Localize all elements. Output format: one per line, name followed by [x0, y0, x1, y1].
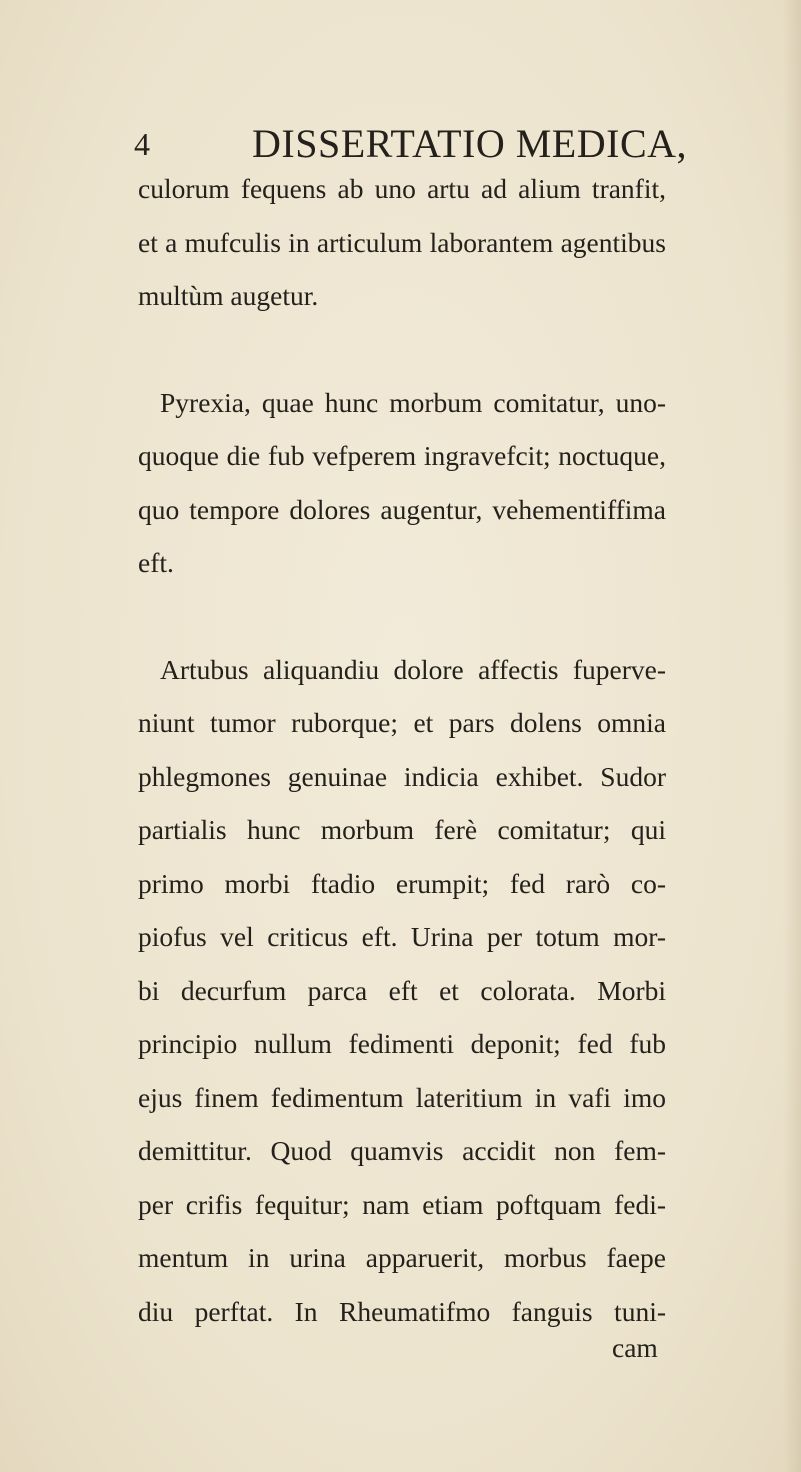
text-line: et a mufculis in articulum laborantem agentibus: [138, 226, 666, 258]
text-line: diu perftat. In Rheumatifmo fanguis tuni-: [138, 1295, 666, 1327]
page-edge-shadow: [783, 0, 801, 1472]
text-line: ejus finem fedimentum lateritium in vafi imo: [138, 1081, 666, 1113]
text-line: culorum fequens ab uno artu ad alium tranfit,: [138, 173, 666, 204]
text-line: piofus vel criticus eft. Urina per totum mor-: [138, 921, 666, 952]
text-line: per crifis fequitur; nam etiam poftquam fedi-: [138, 1188, 666, 1220]
text-line: mentum in urina apparuerit, morbus faepe: [138, 1242, 666, 1273]
text-line: principio nullum fedimenti deponit; fed fub: [138, 1028, 666, 1059]
page-header: [0, 122, 801, 166]
paragraph-gap: [138, 323, 666, 376]
text-line: demittitur. Quod quamvis accidit non fem-: [138, 1135, 666, 1166]
text-line: bi decurfum parca eft et colorata. Morbi: [138, 974, 666, 1006]
paragraph-gap: [138, 590, 666, 643]
text-line: quoque die fub vefperem ingravefcit; noctuque,: [138, 440, 666, 471]
text-line: multùm augetur.: [138, 280, 319, 311]
text-line: eft.: [138, 547, 174, 578]
text-line: niunt tumor ruborque; et pars dolens omnia: [138, 707, 666, 738]
text-line: phlegmones genuinae indicia exhibet. Sudor: [138, 760, 666, 792]
text-line: Artubus aliquandiu dolore affectis fuperve-: [160, 653, 666, 685]
text-line: primo morbi ftadio erumpit; fed rarò co-: [138, 867, 666, 899]
text-line: partialis hunc morbum ferè comitatur; qui: [138, 814, 666, 845]
text-line: quo tempore dolores augentur, vehementiffima: [138, 493, 666, 525]
catchword: cam: [612, 1332, 658, 1363]
text-line: Pyrexia, quae hunc morbum comitatur, uno-: [160, 386, 666, 418]
page-number: 4: [134, 126, 150, 162]
body-text: [138, 162, 666, 1338]
running-head: DISSERTATIO MEDICA,: [252, 121, 688, 166]
